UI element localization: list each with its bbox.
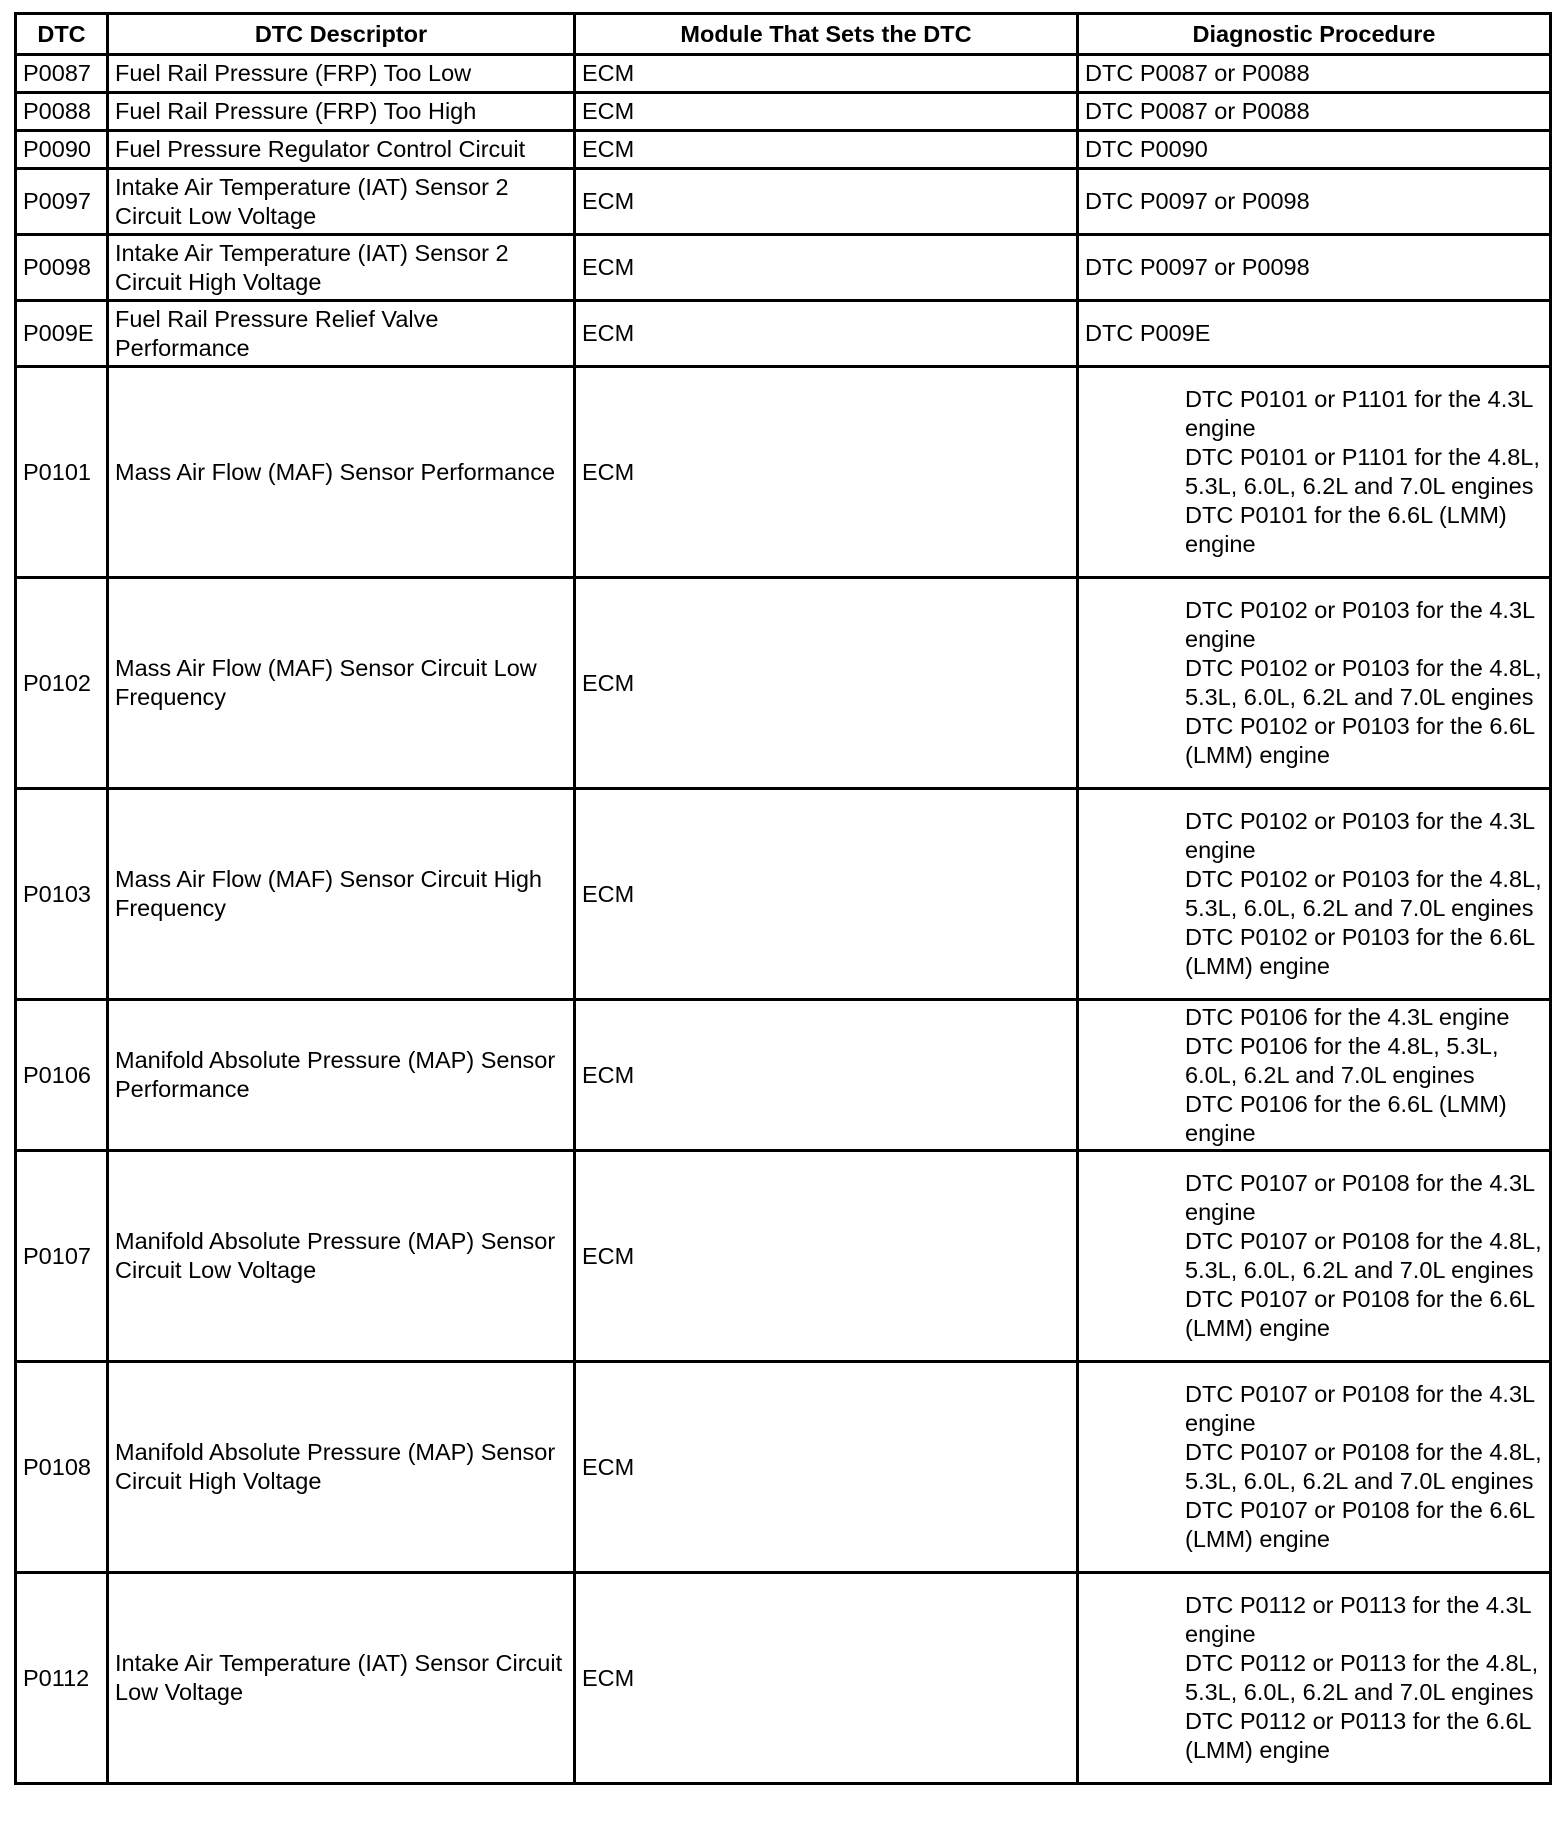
dtc-code-cell: P0087 <box>16 55 108 93</box>
diagnostic-procedure-cell <box>1078 1573 1551 1784</box>
module-cell: ECM <box>575 578 1078 789</box>
diagnostic-procedure-cell <box>1078 1000 1551 1151</box>
diagnostic-procedure-cell <box>1078 169 1551 235</box>
table-body <box>16 55 1551 1784</box>
dtc-code-cell: P0097 <box>16 169 108 235</box>
diagnostic-procedure-link[interactable]: DTC P0106 for the 6.6L (LMM) engine <box>1185 1090 1507 1146</box>
diagnostic-procedure-cell <box>1078 367 1551 578</box>
diagnostic-procedure-link[interactable]: DTC P0097 or P0098 <box>1085 254 1310 280</box>
table-row <box>16 169 1551 235</box>
table-row <box>16 131 1551 169</box>
dtc-descriptor-cell: Fuel Rail Pressure Relief Valve Performance <box>108 301 575 367</box>
dtc-descriptor-cell: Intake Air Temperature (IAT) Sensor 2 Circuit Low Voltage <box>108 169 575 235</box>
module-cell: ECM <box>575 1151 1078 1362</box>
dtc-descriptor-cell: Mass Air Flow (MAF) Sensor Circuit Low Frequency <box>108 578 575 789</box>
diagnostic-procedure-link[interactable]: DTC P0107 or P0108 for the 6.6L (LMM) engine <box>1185 1286 1535 1341</box>
diagnostic-procedure-link[interactable]: DTC P0107 or P0108 for the 6.6L (LMM) engine <box>1185 1497 1535 1552</box>
dtc-code-cell: P0106 <box>16 1000 108 1151</box>
diagnostic-procedure-link[interactable]: DTC P0107 or P0108 for the 4.3L engine <box>1185 1170 1535 1225</box>
dtc-code-cell: P0103 <box>16 789 108 1000</box>
dtc-descriptor-cell: Fuel Rail Pressure (FRP) Too High <box>108 93 575 131</box>
diagnostic-procedure-link[interactable]: DTC P0102 or P0103 for the 6.6L (LMM) engine <box>1185 924 1535 979</box>
dtc-code-cell: P0112 <box>16 1573 108 1784</box>
diagnostic-procedure-cell <box>1078 1362 1551 1573</box>
dtc-code-cell: P0098 <box>16 235 108 301</box>
dtc-code-cell: P0090 <box>16 131 108 169</box>
diagnostic-procedure-cell <box>1078 93 1551 131</box>
module-cell: ECM <box>575 301 1078 367</box>
table-row <box>16 301 1551 367</box>
module-cell: ECM <box>575 235 1078 301</box>
table-row <box>16 1362 1551 1573</box>
diagnostic-procedure-link[interactable]: DTC P0102 or P0103 for the 4.3L engine <box>1185 597 1535 652</box>
header-diagnostic-procedure: Diagnostic Procedure <box>1078 14 1551 55</box>
module-cell: ECM <box>575 367 1078 578</box>
dtc-code-cell: P0107 <box>16 1151 108 1362</box>
module-cell: ECM <box>575 169 1078 235</box>
diagnostic-procedure-link[interactable]: DTC P0102 or P0103 for the 4.3L engine <box>1185 808 1535 863</box>
diagnostic-procedure-link[interactable]: DTC P0090 <box>1085 136 1208 162</box>
dtc-code-cell: P0108 <box>16 1362 108 1573</box>
dtc-descriptor-cell: Fuel Pressure Regulator Control Circuit <box>108 131 575 169</box>
diagnostic-procedure-cell <box>1078 235 1551 301</box>
table-row <box>16 578 1551 789</box>
table-row <box>16 235 1551 301</box>
module-cell: ECM <box>575 93 1078 131</box>
module-cell: ECM <box>575 55 1078 93</box>
diagnostic-procedure-link[interactable]: DTC P0101 or P1101 for the 4.8L, 5.3L, 6.0L, 6.2L and 7.0L engines <box>1185 444 1540 499</box>
dtc-descriptor-cell: Intake Air Temperature (IAT) Sensor Circuit Low Voltage <box>108 1573 575 1784</box>
dtc-code-cell: P009E <box>16 301 108 367</box>
table-row <box>16 367 1551 578</box>
diagnostic-procedure-cell <box>1078 131 1551 169</box>
table-row <box>16 55 1551 93</box>
dtc-descriptor-cell: Manifold Absolute Pressure (MAP) Sensor Performance <box>108 1000 575 1151</box>
table-row <box>16 789 1551 1000</box>
header-module: Module That Sets the DTC <box>575 14 1078 55</box>
table-row <box>16 1000 1551 1151</box>
diagnostic-procedure-link[interactable]: DTC P0112 or P0113 for the 6.6L (LMM) engine <box>1185 1708 1531 1763</box>
header-dtc: DTC <box>16 14 108 55</box>
table-header-row <box>16 14 1551 55</box>
dtc-descriptor-cell: Manifold Absolute Pressure (MAP) Sensor Circuit Low Voltage <box>108 1151 575 1362</box>
diagnostic-procedure-link[interactable]: DTC P0107 or P0108 for the 4.8L, 5.3L, 6.0L, 6.2L and 7.0L engines <box>1185 1439 1542 1494</box>
diagnostic-procedure-link[interactable]: DTC P0106 for the 4.3L engine <box>1185 1003 1510 1030</box>
diagnostic-procedure-link[interactable]: DTC P0087 or P0088 <box>1085 60 1310 86</box>
dtc-table <box>14 12 1552 1785</box>
dtc-code-cell: P0101 <box>16 367 108 578</box>
module-cell: ECM <box>575 1573 1078 1784</box>
diagnostic-procedure-link[interactable]: DTC P0112 or P0113 for the 4.3L engine <box>1185 1592 1531 1647</box>
dtc-descriptor-cell: Intake Air Temperature (IAT) Sensor 2 Circuit High Voltage <box>108 235 575 301</box>
diagnostic-procedure-link[interactable]: DTC P0112 or P0113 for the 4.8L, 5.3L, 6.0L, 6.2L and 7.0L engines <box>1185 1650 1539 1705</box>
diagnostic-procedure-link[interactable]: DTC P009E <box>1085 320 1211 346</box>
diagnostic-procedure-cell <box>1078 578 1551 789</box>
table-row <box>16 93 1551 131</box>
diagnostic-procedure-link[interactable]: DTC P0107 or P0108 for the 4.3L engine <box>1185 1381 1535 1436</box>
diagnostic-procedure-cell <box>1078 789 1551 1000</box>
diagnostic-procedure-link[interactable]: DTC P0107 or P0108 for the 4.8L, 5.3L, 6.0L, 6.2L and 7.0L engines <box>1185 1228 1542 1283</box>
diagnostic-procedure-link[interactable]: DTC P0106 for the 4.8L, 5.3L, 6.0L, 6.2L and 7.0L engines <box>1185 1032 1499 1088</box>
table-row <box>16 1151 1551 1362</box>
dtc-code-cell: P0102 <box>16 578 108 789</box>
dtc-descriptor-cell: Mass Air Flow (MAF) Sensor Circuit High Frequency <box>108 789 575 1000</box>
dtc-descriptor-cell: Manifold Absolute Pressure (MAP) Sensor Circuit High Voltage <box>108 1362 575 1573</box>
diagnostic-procedure-cell <box>1078 1151 1551 1362</box>
module-cell: ECM <box>575 1000 1078 1151</box>
diagnostic-procedure-link[interactable]: DTC P0101 for the 6.6L (LMM) engine <box>1185 502 1507 557</box>
diagnostic-procedure-cell <box>1078 301 1551 367</box>
diagnostic-procedure-link[interactable]: DTC P0102 or P0103 for the 4.8L, 5.3L, 6.0L, 6.2L and 7.0L engines <box>1185 655 1542 710</box>
dtc-table-container <box>14 12 1549 1785</box>
diagnostic-procedure-link[interactable]: DTC P0102 or P0103 for the 6.6L (LMM) engine <box>1185 713 1535 768</box>
diagnostic-procedure-cell <box>1078 55 1551 93</box>
module-cell: ECM <box>575 789 1078 1000</box>
dtc-descriptor-cell: Mass Air Flow (MAF) Sensor Performance <box>108 367 575 578</box>
dtc-descriptor-cell: Fuel Rail Pressure (FRP) Too Low <box>108 55 575 93</box>
module-cell: ECM <box>575 131 1078 169</box>
table-row <box>16 1573 1551 1784</box>
header-dtc-descriptor: DTC Descriptor <box>108 14 575 55</box>
diagnostic-procedure-link[interactable]: DTC P0087 or P0088 <box>1085 98 1310 124</box>
diagnostic-procedure-link[interactable]: DTC P0097 or P0098 <box>1085 188 1310 214</box>
diagnostic-procedure-link[interactable]: DTC P0102 or P0103 for the 4.8L, 5.3L, 6.0L, 6.2L and 7.0L engines <box>1185 866 1542 921</box>
dtc-code-cell: P0088 <box>16 93 108 131</box>
module-cell: ECM <box>575 1362 1078 1573</box>
diagnostic-procedure-link[interactable]: DTC P0101 or P1101 for the 4.3L engine <box>1185 386 1533 441</box>
